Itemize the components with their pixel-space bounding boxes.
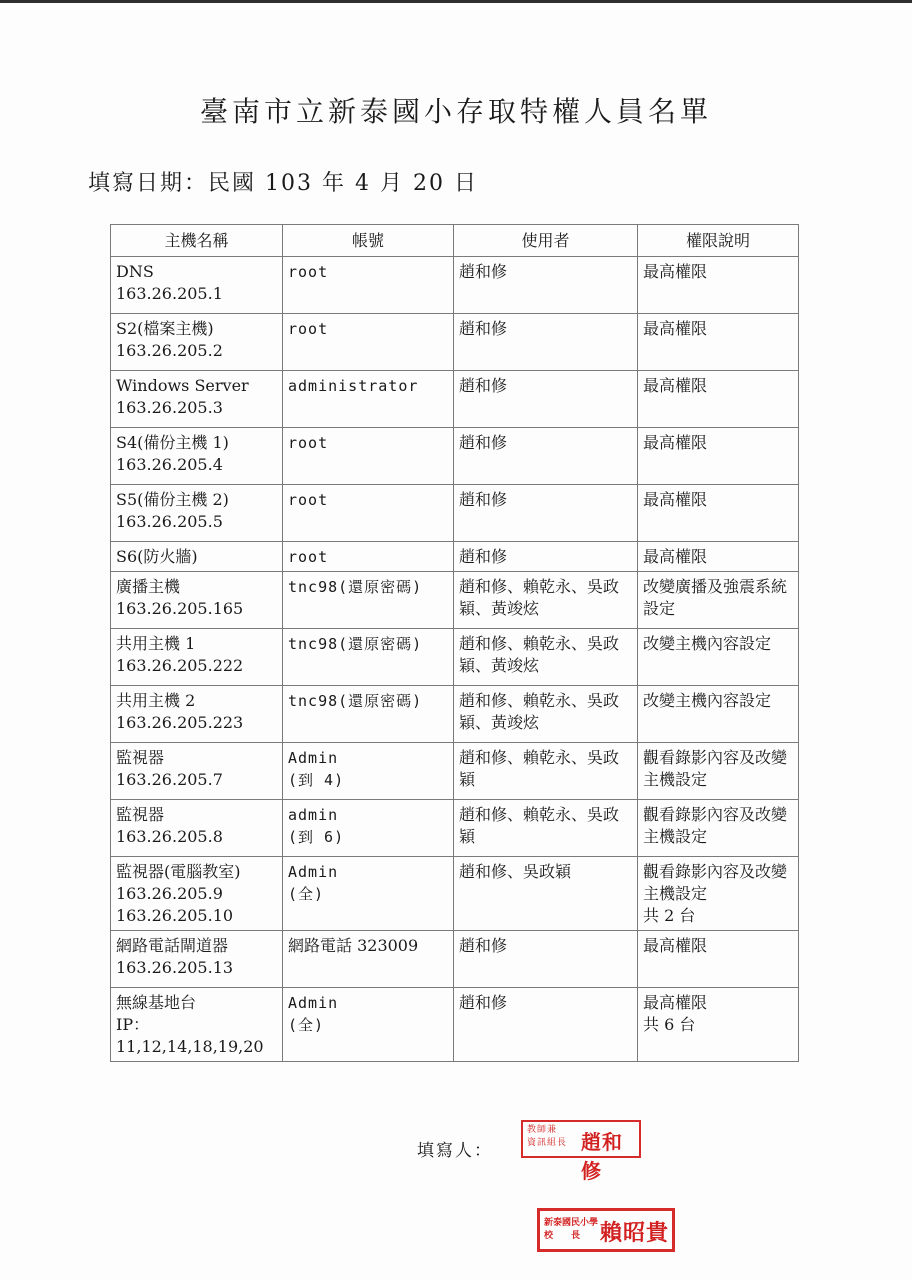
principal-seal-title: 新泰國民小學 校 長 [544, 1218, 599, 1241]
permission-line: 最高權限 [643, 936, 708, 955]
host-line: S2(檔案主機) [116, 319, 214, 338]
account-line: root [288, 548, 329, 566]
account-line: (到 4) [288, 771, 345, 789]
permission-line: 最高權限 [643, 490, 708, 509]
table-row [111, 257, 799, 314]
cell-account [283, 686, 454, 743]
cell-host [111, 572, 283, 629]
filler-label: 填寫人： [417, 1141, 493, 1161]
principal-seal-stamp [537, 1208, 675, 1252]
cell-permission [638, 686, 799, 743]
cell-users: 趙和修 [454, 428, 638, 485]
host-line: 共用主機 1 [116, 634, 196, 653]
account-line: Admin [288, 994, 339, 1012]
cell-users: 趙和修 [454, 988, 638, 1062]
host-line: S5(備份主機 2) [116, 490, 229, 509]
account-line: Admin [288, 863, 339, 881]
host-line: IP： [116, 1015, 150, 1034]
table-row [111, 686, 799, 743]
host-line: 163.26.205.5 [116, 512, 223, 531]
cell-permission [638, 371, 799, 428]
host-line: 163.26.205.10 [116, 906, 234, 925]
account-line: (到 6) [288, 828, 345, 846]
permission-line: 觀看錄影內容及改變主機設定 [643, 748, 788, 789]
table-row [111, 857, 799, 931]
cell-account [283, 257, 454, 314]
cell-users: 趙和修、賴乾永、吳政穎、黃竣炫 [454, 629, 638, 686]
permission-line: 最高權限 [643, 319, 708, 338]
host-line: 163.26.205.4 [116, 455, 223, 474]
cell-account [283, 371, 454, 428]
host-line: 廣播主機 [116, 577, 181, 596]
permission-line: 最高權限 [643, 547, 708, 566]
account-line: administrator [288, 377, 419, 395]
host-line: DNS [116, 262, 154, 281]
cell-users: 趙和修 [454, 257, 638, 314]
host-line: 163.26.205.8 [116, 827, 223, 846]
account-line: root [288, 263, 329, 281]
cell-permission [638, 257, 799, 314]
host-line: 163.26.205.2 [116, 341, 223, 360]
host-line: 163.26.205.222 [116, 656, 244, 675]
permission-line: 最高權限 [643, 993, 708, 1012]
account-line: root [288, 434, 329, 452]
permission-line: 共 6 台 [643, 1015, 696, 1034]
cell-host [111, 743, 283, 800]
table-row [111, 743, 799, 800]
permission-line: 觀看錄影內容及改變主機設定 [643, 805, 788, 846]
cell-host [111, 931, 283, 988]
cell-permission [638, 428, 799, 485]
cell-users: 趙和修、賴乾永、吳政穎 [454, 743, 638, 800]
account-line: root [288, 491, 329, 509]
header-users: 使用者 [454, 225, 638, 257]
scan-top-edge [0, 0, 912, 3]
host-line: 無線基地台 [116, 993, 197, 1012]
permission-line: 共 2 台 [643, 906, 696, 925]
host-line: 11,12,14,18,19,20 [116, 1037, 264, 1056]
cell-account [283, 800, 454, 857]
filler-seal-name: 趙和修 [581, 1130, 623, 1183]
permission-line: 最高權限 [643, 376, 708, 395]
account-line: (全) [288, 885, 325, 903]
filler-seal-stamp [521, 1120, 641, 1183]
host-line: 163.26.205.165 [116, 599, 244, 618]
host-line: 163.26.205.7 [116, 770, 223, 789]
cell-host [111, 542, 283, 572]
table-row [111, 542, 799, 572]
host-line: S4(備份主機 1) [116, 433, 229, 452]
cell-host [111, 428, 283, 485]
filler-seal-title: 教師兼 資訊組長 [527, 1125, 568, 1148]
permission-line: 最高權限 [643, 262, 708, 281]
cell-permission [638, 485, 799, 542]
host-line: S6(防火牆) [116, 547, 198, 566]
cell-host [111, 314, 283, 371]
table-row [111, 931, 799, 988]
cell-users: 趙和修、吳政穎 [454, 857, 638, 931]
host-line: 163.26.205.223 [116, 713, 244, 732]
cell-permission [638, 314, 799, 371]
cell-permission [638, 542, 799, 572]
host-line: 163.26.205.9 [116, 884, 223, 903]
account-line: Admin [288, 749, 339, 767]
cell-host [111, 629, 283, 686]
host-line: 163.26.205.3 [116, 398, 223, 417]
host-line: 監視器 [116, 805, 165, 824]
host-line: 163.26.205.13 [116, 958, 234, 977]
cell-users: 趙和修 [454, 314, 638, 371]
host-line: 163.26.205.1 [116, 284, 223, 303]
host-line: 監視器 [116, 748, 165, 767]
cell-users: 趙和修、賴乾永、吳政穎 [454, 800, 638, 857]
account-line: root [288, 320, 329, 338]
cell-users: 趙和修 [454, 542, 638, 572]
table-row [111, 485, 799, 542]
table-body [111, 257, 799, 1062]
account-line: (全) [288, 1016, 325, 1034]
cell-account [283, 629, 454, 686]
cell-permission [638, 931, 799, 988]
host-line: 監視器(電腦教室) [116, 862, 241, 881]
permission-line: 觀看錄影內容及改變主機設定 [643, 862, 788, 903]
header-host: 主機名稱 [111, 225, 283, 257]
cell-host [111, 257, 283, 314]
cell-account [283, 314, 454, 371]
host-line: 共用主機 2 [116, 691, 196, 710]
cell-permission [638, 857, 799, 931]
table-row [111, 572, 799, 629]
table-row [111, 800, 799, 857]
table-row [111, 314, 799, 371]
cell-host [111, 857, 283, 931]
cell-account [283, 931, 454, 988]
permission-line: 改變主機內容設定 [643, 634, 772, 653]
cell-permission [638, 572, 799, 629]
cell-users: 趙和修 [454, 485, 638, 542]
cell-permission [638, 629, 799, 686]
permission-line: 最高權限 [643, 433, 708, 452]
permission-line: 改變廣播及強震系統設定 [643, 577, 788, 618]
cell-account [283, 743, 454, 800]
cell-users: 趙和修、賴乾永、吳政穎、黃竣炫 [454, 572, 638, 629]
cell-account [283, 988, 454, 1062]
account-line: tnc98(還原密碼) [288, 635, 423, 653]
cell-permission [638, 988, 799, 1062]
table-row [111, 428, 799, 485]
host-line: Windows Server [116, 376, 249, 395]
host-line: 網路電話閘道器 [116, 936, 229, 955]
cell-host [111, 485, 283, 542]
cell-users: 趙和修 [454, 371, 638, 428]
privileged-personnel-table [110, 224, 799, 1062]
cell-account [283, 572, 454, 629]
account-line: tnc98(還原密碼) [288, 578, 423, 596]
cell-host [111, 988, 283, 1062]
cell-account [283, 485, 454, 542]
principal-seal-name: 賴昭貴 [600, 1220, 670, 1246]
table-row [111, 629, 799, 686]
cell-account [283, 542, 454, 572]
page-title: 臺南市立新泰國小存取特權人員名單 [199, 95, 712, 128]
header-permission: 權限說明 [638, 225, 799, 257]
cell-users: 趙和修、賴乾永、吳政穎、黃竣炫 [454, 686, 638, 743]
cell-host [111, 686, 283, 743]
header-account: 帳號 [283, 225, 454, 257]
cell-users: 趙和修 [454, 931, 638, 988]
account-line: 網路電話 323009 [288, 936, 419, 955]
table-header-row [111, 225, 799, 257]
cell-account [283, 857, 454, 931]
table-row [111, 988, 799, 1062]
cell-permission [638, 743, 799, 800]
fill-date: 填寫日期：民國 103 年 4 月 20 日 [88, 171, 478, 196]
cell-account [283, 428, 454, 485]
account-line: admin [288, 806, 339, 824]
permission-line: 改變主機內容設定 [643, 691, 772, 710]
cell-permission [638, 800, 799, 857]
account-line: tnc98(還原密碼) [288, 692, 423, 710]
cell-host [111, 800, 283, 857]
table-row [111, 371, 799, 428]
cell-host [111, 371, 283, 428]
